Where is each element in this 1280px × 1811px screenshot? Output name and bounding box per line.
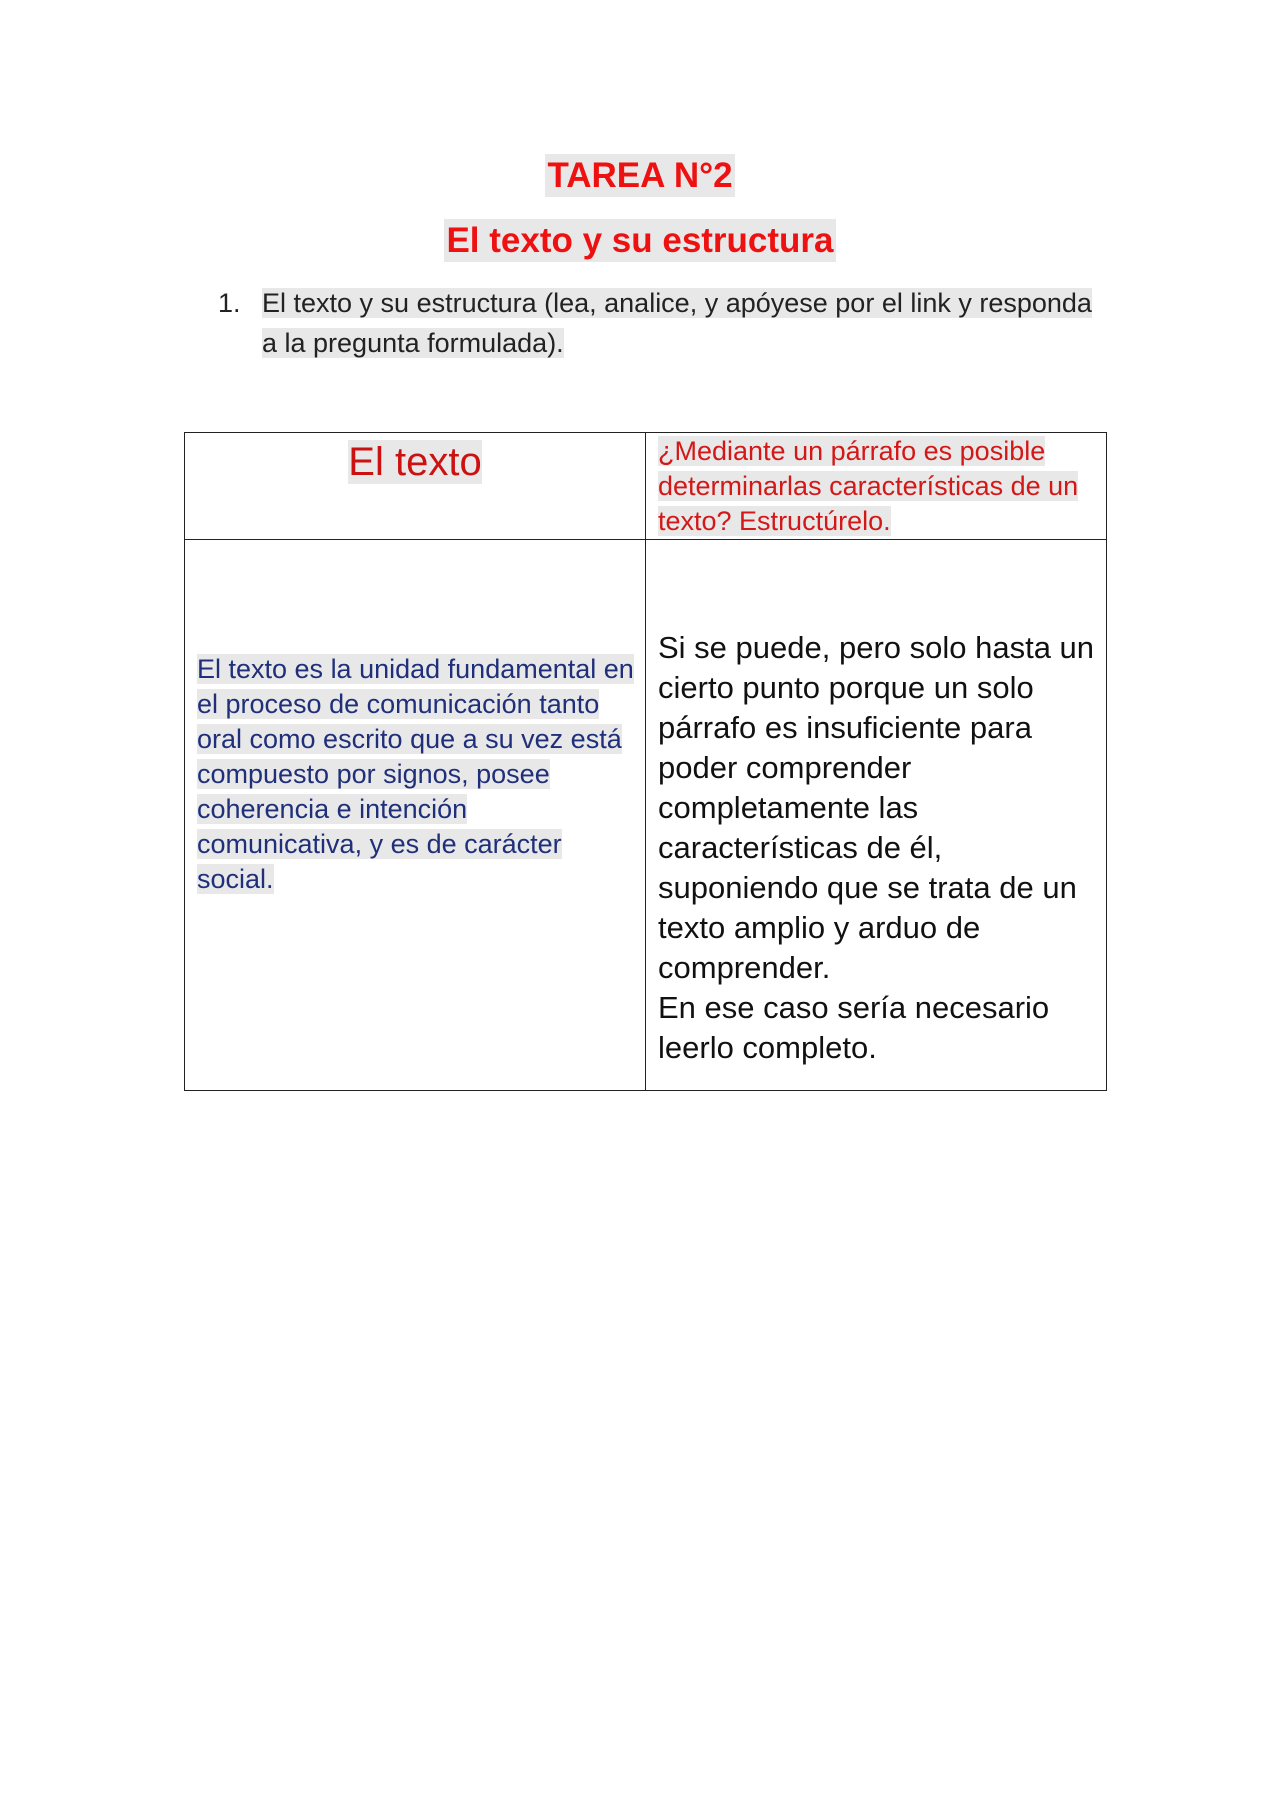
table-header-left-cell: [185, 433, 646, 540]
list-item: [218, 283, 1098, 363]
table-body-row: [185, 540, 1107, 1091]
instruction-text: El texto y su estructura (lea, analice, y apóyese por el link y responda a la pregunta formulada).: [262, 288, 1092, 358]
definition-text: El texto es la unidad fundamental en el proceso de comunicación tanto oral como escrito que a su vez está compuesto por signos, posee coherencia e intención comunicativa, y es de carácter social.: [197, 654, 634, 894]
page-subtitle: [0, 218, 1280, 264]
table-header-left-text: El texto: [348, 440, 482, 484]
list-item-number: 1.: [218, 288, 241, 318]
table-body-right-cell: [646, 540, 1107, 1091]
list-item-text: [262, 283, 1098, 363]
answer-paragraph-1: Si se puede, pero solo hasta un cierto punto porque un solo párrafo es insuficiente para poder comprender completamente las características de él, suponiendo que se trata de un texto amplio y arduo de comprender.: [658, 630, 1095, 985]
page-title-text: TAREA N°2: [547, 156, 733, 195]
instruction-list: [218, 283, 1098, 363]
content-table: [184, 432, 1107, 1091]
table-header-row: [185, 433, 1107, 540]
page-subtitle-text: El texto y su estructura: [446, 221, 834, 260]
table-header-right-cell: [646, 433, 1107, 540]
question-text: ¿Mediante un párrafo es posible determinarlas características de un texto? Estructúrelo.: [658, 436, 1079, 536]
table-body-left-cell: [185, 540, 646, 1091]
answer-paragraph-2: En ese caso sería necesario leerlo completo.: [658, 990, 1050, 1065]
page-title: [0, 153, 1280, 199]
